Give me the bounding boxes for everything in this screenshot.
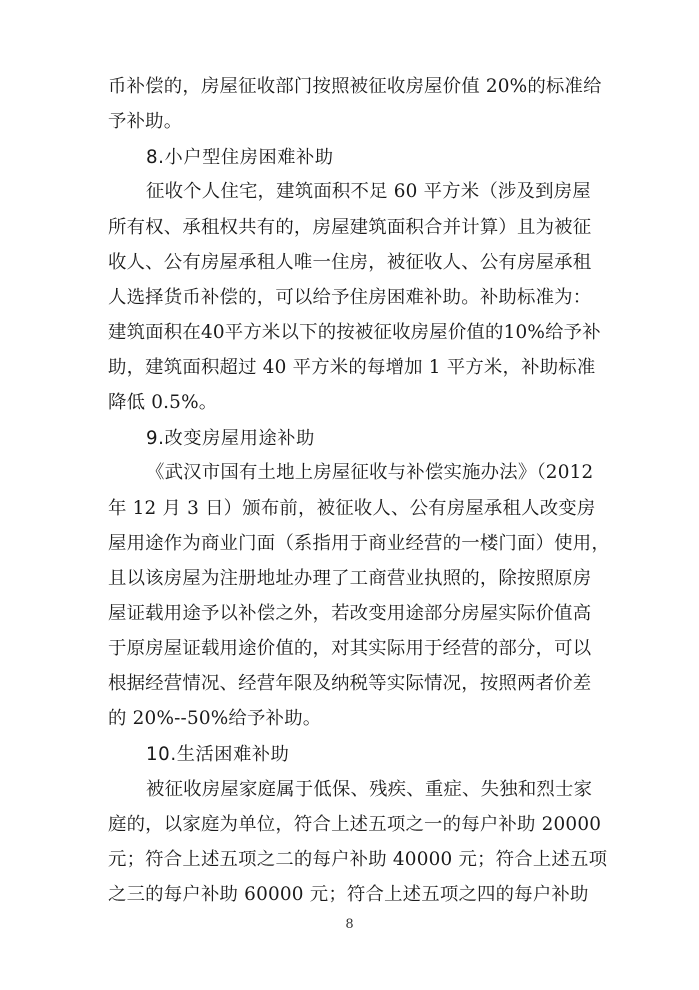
body-text-line: 庭的，以家庭为单位，符合上述五项之一的每户补助 20000 xyxy=(108,813,602,835)
body-text-line: 人选择货币补偿的，可以给予住房困难补助。补助标准为： xyxy=(108,286,592,308)
body-text-line: 助，建筑面积超过 40 平方米的每增加 1 平方米，补助标准 xyxy=(108,357,596,379)
body-text-line: 的 20%--50%给予补助。 xyxy=(108,708,322,730)
section-heading: 9.改变房屋用途补助 xyxy=(146,428,315,450)
body-text-line: 币补偿的，房屋征收部门按照被征收房屋价值 20%的标准给 xyxy=(108,76,602,97)
body-text-line: 于原房屋证载用途价值的，对其实际用于经营的部分，可以 xyxy=(108,638,592,660)
body-text-line: 年 12 月 3 日）颁布前，被征收人、公有房屋承租人改变房 xyxy=(108,497,596,519)
body-text-line: 降低 0.5%。 xyxy=(108,392,218,414)
body-text-line: 屋用途作为商业门面（系指用于商业经营的一楼门面）使用， xyxy=(108,532,610,554)
section-heading: 8.小户型住房困难补助 xyxy=(146,147,334,169)
body-text-line: 元；符合上述五项之二的每户补助 40000 元；符合上述五项 xyxy=(108,848,608,870)
body-text-line: 所有权、承租权共有的，房屋建筑面积合并计算）且为被征 xyxy=(108,216,592,238)
body-text-line: 《武汉市国有土地上房屋征收与补偿实施办法》（2012 xyxy=(146,462,594,484)
body-text-line: 征收个人住宅，建筑面积不足 60 平方米（涉及到房屋 xyxy=(146,181,591,203)
body-text-line: 建筑面积在40平方米以下的按被征收房屋价值的10%给予补 xyxy=(108,321,601,343)
body-text-line: 被征收房屋家庭属于低保、残疾、重症、失独和烈士家 xyxy=(146,778,593,800)
section-heading: 10.生活困难补助 xyxy=(146,744,290,766)
body-text-line: 予补助。 xyxy=(108,111,183,133)
body-text-line: 屋证载用途予以补偿之外，若改变用途部分房屋实际价值高 xyxy=(108,602,592,624)
body-text-line: 收人、公有房屋承租人唯一住房，被征收人、公有房屋承租 xyxy=(108,251,592,273)
body-text-line: 且以该房屋为注册地址办理了工商营业执照的，除按照原房 xyxy=(108,567,592,589)
body-text-line: 之三的每户补助 60000 元；符合上述五项之四的每户补助 xyxy=(108,884,589,905)
page-number: 8 xyxy=(345,917,354,932)
body-text-line: 根据经营情况、经营年限及纳税等实际情况，按照两者价差 xyxy=(108,673,592,695)
